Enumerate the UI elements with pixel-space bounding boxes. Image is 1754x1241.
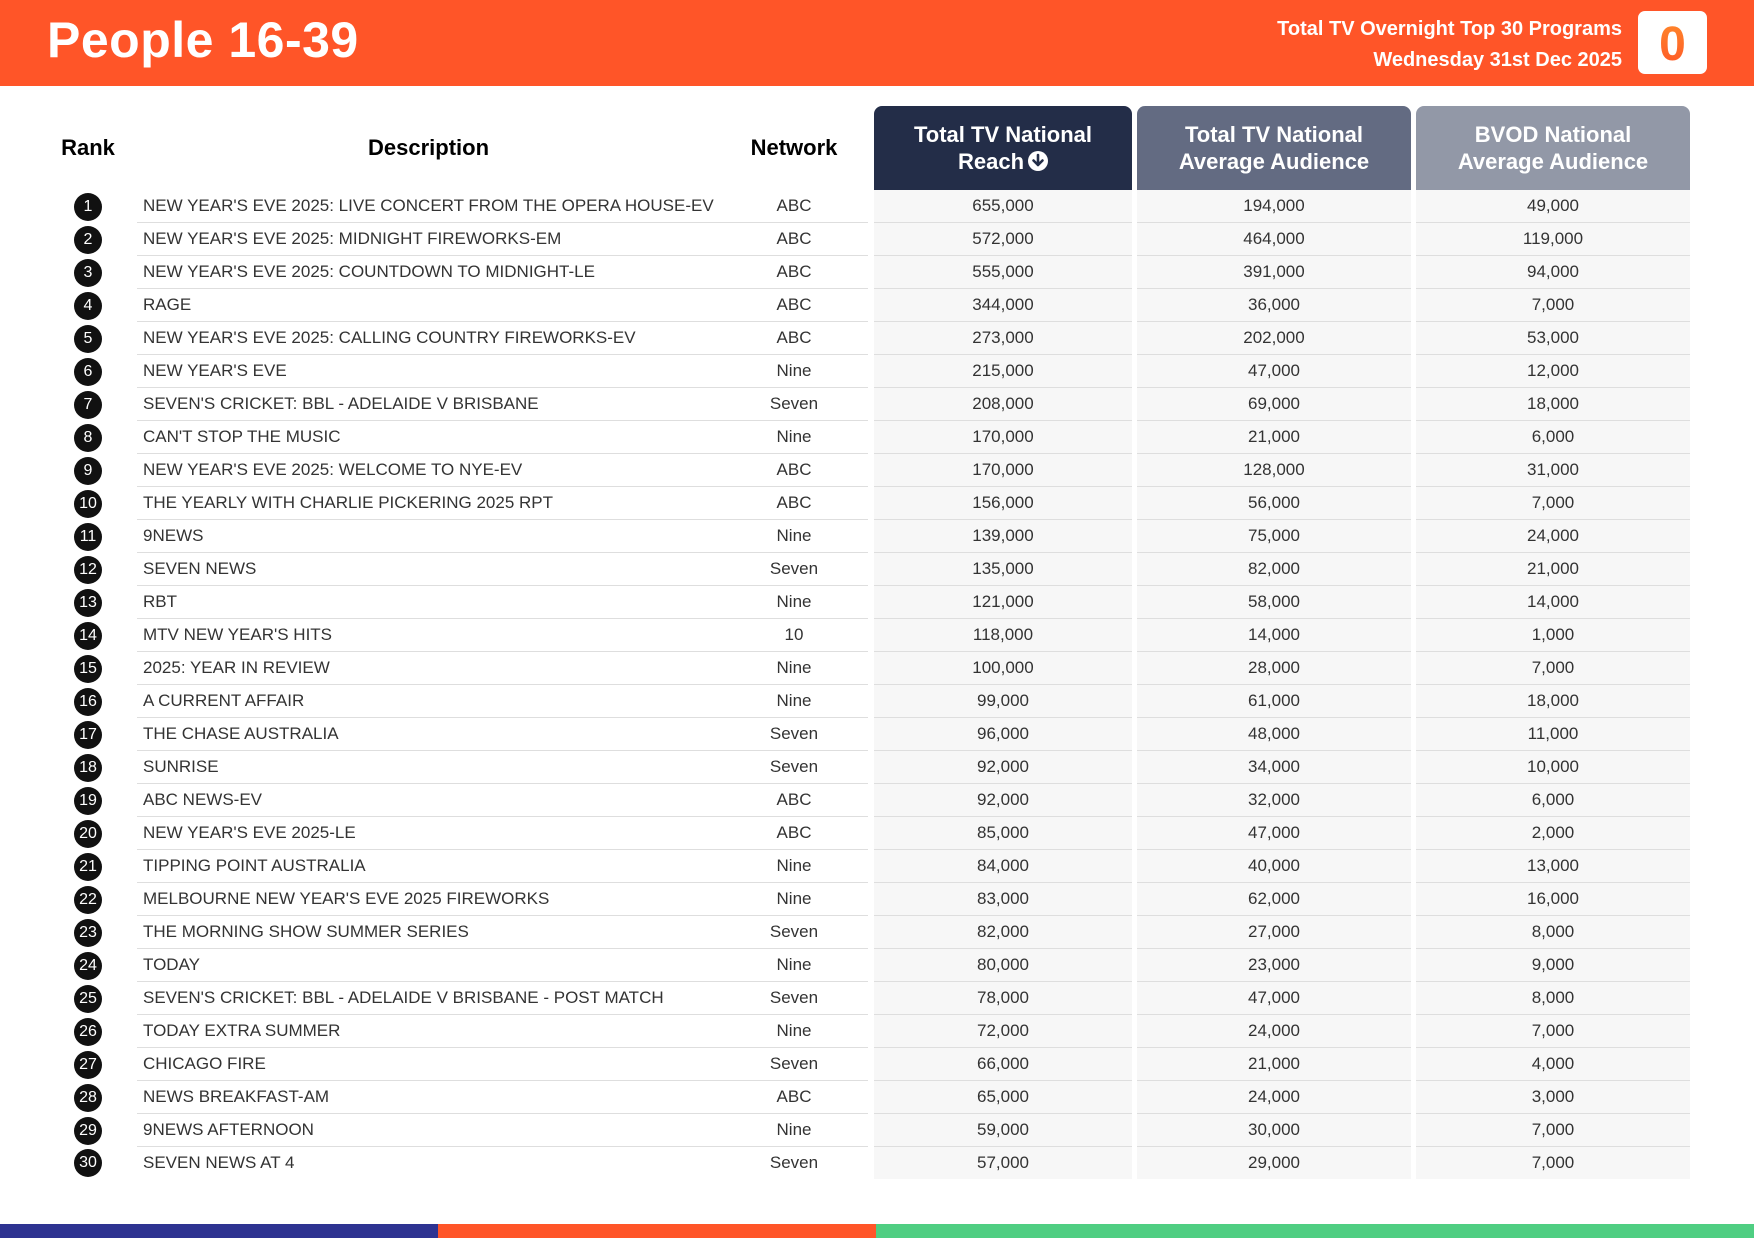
program-description: 9NEWS AFTERNOON	[137, 1114, 720, 1147]
program-description: NEW YEAR'S EVE 2025: LIVE CONCERT FROM THE OPERA HOUSE-EV	[137, 190, 720, 223]
table-row[interactable]	[45, 421, 1690, 454]
page-title: People 16-39	[47, 12, 359, 68]
program-description: SEVEN'S CRICKET: BBL - ADELAIDE V BRISBANE	[137, 388, 720, 421]
average-audience-cell: 194,000	[1137, 190, 1411, 223]
program-description: CHICAGO FIRE	[137, 1048, 720, 1081]
reach-cell: 170,000	[874, 421, 1132, 454]
report-subtitle	[1277, 14, 1622, 76]
rank-cell	[45, 223, 131, 256]
arrow-down-circle-icon[interactable]	[1028, 151, 1048, 171]
network-cell: ABC	[720, 223, 868, 256]
average-audience-cell: 36,000	[1137, 289, 1411, 322]
report-name: Total TV Overnight Top 30 Programs	[1277, 18, 1622, 40]
table-row[interactable]	[45, 553, 1690, 586]
average-audience-cell: 29,000	[1137, 1147, 1411, 1179]
column-header-reach[interactable]	[874, 106, 1132, 190]
bvod-audience-cell: 6,000	[1416, 421, 1690, 454]
rank-cell	[45, 256, 131, 289]
table-row[interactable]	[45, 916, 1690, 949]
rank-cell	[45, 190, 131, 223]
average-audience-cell: 48,000	[1137, 718, 1411, 751]
rank-cell	[45, 553, 131, 586]
rank-badge: 19	[74, 787, 102, 815]
rank-cell	[45, 916, 131, 949]
reach-cell: 135,000	[874, 553, 1132, 586]
program-description: THE MORNING SHOW SUMMER SERIES	[137, 916, 720, 949]
bvod-header-line1: BVOD National	[1474, 122, 1632, 147]
rank-cell	[45, 850, 131, 883]
reach-cell: 555,000	[874, 256, 1132, 289]
rank-cell	[45, 322, 131, 355]
reach-header-line2: Reach	[957, 149, 1025, 174]
program-description: SEVEN NEWS	[137, 553, 720, 586]
rank-cell	[45, 586, 131, 619]
program-description: NEW YEAR'S EVE	[137, 355, 720, 388]
network-cell: Nine	[720, 949, 868, 982]
network-cell: Seven	[720, 916, 868, 949]
program-description: A CURRENT AFFAIR	[137, 685, 720, 718]
rank-cell	[45, 289, 131, 322]
reach-cell: 84,000	[874, 850, 1132, 883]
network-cell: Seven	[720, 982, 868, 1015]
average-audience-cell: 58,000	[1137, 586, 1411, 619]
network-cell: ABC	[720, 256, 868, 289]
reach-cell: 65,000	[874, 1081, 1132, 1114]
bvod-audience-cell: 1,000	[1416, 619, 1690, 652]
brand-logo-icon	[1638, 11, 1707, 74]
bvod-audience-cell: 14,000	[1416, 586, 1690, 619]
rank-cell	[45, 652, 131, 685]
table-row[interactable]	[45, 1114, 1690, 1147]
rank-badge: 6	[74, 358, 102, 386]
svg-text:0: 0	[1659, 18, 1686, 71]
rank-badge: 2	[74, 226, 102, 254]
reach-cell: 655,000	[874, 190, 1132, 223]
average-audience-cell: 61,000	[1137, 685, 1411, 718]
footer-bar-orange	[438, 1224, 876, 1238]
reach-cell: 66,000	[874, 1048, 1132, 1081]
reach-cell: 100,000	[874, 652, 1132, 685]
program-description: SEVEN NEWS AT 4	[143, 1153, 295, 1172]
reach-cell: 156,000	[874, 487, 1132, 520]
average-audience-cell: 34,000	[1137, 751, 1411, 784]
table-row[interactable]	[45, 817, 1690, 850]
footer-bar-blue	[0, 1224, 438, 1238]
program-description: MELBOURNE NEW YEAR'S EVE 2025 FIREWORKS	[137, 883, 720, 916]
program-description: THE CHASE AUSTRALIA	[137, 718, 720, 751]
program-description: TODAY EXTRA SUMMER	[137, 1015, 720, 1048]
reach-cell: 121,000	[874, 586, 1132, 619]
top-programs-table	[45, 106, 1690, 1179]
network-cell: ABC	[720, 487, 868, 520]
rank-cell	[45, 1015, 131, 1048]
program-description: NEW YEAR'S EVE 2025-LE	[137, 817, 720, 850]
network-cell: Nine	[720, 355, 868, 388]
reach-cell: 139,000	[874, 520, 1132, 553]
average-audience-cell: 62,000	[1137, 883, 1411, 916]
rank-badge: 5	[74, 325, 102, 353]
report-date: Wednesday 31st Dec 2025	[1373, 49, 1622, 71]
rank-badge: 8	[74, 424, 102, 452]
reach-cell: 99,000	[874, 685, 1132, 718]
network-cell: Nine	[720, 850, 868, 883]
rank-badge: 22	[74, 886, 102, 914]
program-description: SUNRISE	[137, 751, 720, 784]
rank-cell	[45, 718, 131, 751]
program-description: TODAY	[137, 949, 720, 982]
average-audience-cell: 75,000	[1137, 520, 1411, 553]
network-cell: Seven	[720, 388, 868, 421]
program-description: NEW YEAR'S EVE 2025: COUNTDOWN TO MIDNIGHT-LE	[137, 256, 720, 289]
program-description: TIPPING POINT AUSTRALIA	[137, 850, 720, 883]
average-audience-cell: 23,000	[1137, 949, 1411, 982]
program-description: 2025: YEAR IN REVIEW	[137, 652, 720, 685]
average-audience-cell: 32,000	[1137, 784, 1411, 817]
reach-cell: 92,000	[874, 751, 1132, 784]
bvod-audience-cell: 12,000	[1416, 355, 1690, 388]
table-row[interactable]	[45, 454, 1690, 487]
average-audience-cell: 128,000	[1137, 454, 1411, 487]
rank-cell	[45, 355, 131, 388]
average-audience-cell: 24,000	[1137, 1015, 1411, 1048]
bvod-audience-cell: 13,000	[1416, 850, 1690, 883]
rank-badge: 3	[74, 259, 102, 287]
program-description: RAGE	[137, 289, 720, 322]
network-cell: ABC	[720, 322, 868, 355]
bvod-audience-cell: 3,000	[1416, 1081, 1690, 1114]
network-cell: 10	[720, 619, 868, 652]
average-audience-cell: 21,000	[1137, 421, 1411, 454]
table-row[interactable]	[45, 1048, 1690, 1081]
table-row[interactable]	[45, 850, 1690, 883]
rank-cell	[45, 1114, 131, 1147]
program-description: MTV NEW YEAR'S HITS	[137, 619, 720, 652]
column-header-network[interactable]: Network	[750, 135, 838, 160]
bvod-audience-cell: 7,000	[1416, 652, 1690, 685]
reach-cell: 215,000	[874, 355, 1132, 388]
reach-cell: 118,000	[874, 619, 1132, 652]
average-audience-cell: 27,000	[1137, 916, 1411, 949]
rank-badge: 30	[74, 1149, 102, 1177]
table-row[interactable]	[45, 784, 1690, 817]
average-audience-cell: 14,000	[1137, 619, 1411, 652]
reach-cell: 80,000	[874, 949, 1132, 982]
rank-badge: 14	[74, 622, 102, 650]
average-audience-cell: 464,000	[1137, 223, 1411, 256]
table-row[interactable]	[45, 982, 1690, 1015]
rank-badge: 26	[74, 1018, 102, 1046]
rank-badge: 11	[74, 523, 102, 551]
network-cell: Seven	[720, 751, 868, 784]
rank-badge: 9	[74, 457, 102, 485]
bvod-audience-cell: 18,000	[1416, 685, 1690, 718]
table-row[interactable]	[45, 256, 1690, 289]
rank-badge: 1	[74, 193, 102, 221]
rank-badge: 28	[74, 1084, 102, 1112]
bvod-audience-cell: 7,000	[1416, 1015, 1690, 1048]
rank-cell	[45, 520, 131, 553]
program-description: NEW YEAR'S EVE 2025: MIDNIGHT FIREWORKS-EM	[137, 223, 720, 256]
bvod-audience-cell: 9,000	[1416, 949, 1690, 982]
network-cell: Nine	[720, 1015, 868, 1048]
rank-cell	[45, 949, 131, 982]
average-audience-cell: 47,000	[1137, 982, 1411, 1015]
rank-badge: 18	[74, 754, 102, 782]
network-cell: Nine	[720, 421, 868, 454]
network-cell: ABC	[720, 454, 868, 487]
program-description: SEVEN'S CRICKET: BBL - ADELAIDE V BRISBANE - POST MATCH	[137, 982, 720, 1015]
rank-badge: 12	[74, 556, 102, 584]
reach-cell: 57,000	[874, 1147, 1132, 1179]
table-row[interactable]	[45, 718, 1690, 751]
bvod-audience-cell: 6,000	[1416, 784, 1690, 817]
program-description: CAN'T STOP THE MUSIC	[137, 421, 720, 454]
program-description: 9NEWS	[137, 520, 720, 553]
table-row[interactable]	[45, 1147, 1690, 1179]
rank-badge: 15	[74, 655, 102, 683]
network-cell: Seven	[720, 1048, 868, 1081]
rank-cell	[45, 421, 131, 454]
network-cell: Nine	[720, 1114, 868, 1147]
table-row[interactable]	[45, 223, 1690, 256]
bvod-audience-cell: 31,000	[1416, 454, 1690, 487]
table-row[interactable]	[45, 586, 1690, 619]
bvod-audience-cell: 16,000	[1416, 883, 1690, 916]
program-description: NEWS BREAKFAST-AM	[137, 1081, 720, 1114]
bvod-audience-cell: 7,000	[1416, 1147, 1690, 1179]
network-cell: ABC	[720, 289, 868, 322]
bvod-audience-cell: 8,000	[1416, 982, 1690, 1015]
table-row[interactable]	[45, 652, 1690, 685]
network-cell: ABC	[720, 817, 868, 850]
rank-cell	[45, 883, 131, 916]
average-audience-cell: 56,000	[1137, 487, 1411, 520]
column-header-bvod[interactable]	[1416, 106, 1690, 190]
avg-header-line1: Total TV National	[1184, 122, 1364, 147]
rank-cell	[45, 1048, 131, 1081]
reach-cell: 78,000	[874, 982, 1132, 1015]
column-header-average-audience[interactable]	[1137, 106, 1411, 190]
table-row[interactable]	[45, 751, 1690, 784]
average-audience-cell: 391,000	[1137, 256, 1411, 289]
rank-badge: 25	[74, 985, 102, 1013]
rank-cell	[45, 817, 131, 850]
bvod-audience-cell: 7,000	[1416, 1114, 1690, 1147]
rank-cell	[45, 982, 131, 1015]
rank-badge: 10	[74, 490, 102, 518]
network-cell: Nine	[720, 883, 868, 916]
rank-badge: 21	[74, 853, 102, 881]
bvod-audience-cell: 119,000	[1416, 223, 1690, 256]
bvod-audience-cell: 24,000	[1416, 520, 1690, 553]
rank-badge: 17	[74, 721, 102, 749]
table-row[interactable]	[45, 1015, 1690, 1048]
table-row[interactable]	[45, 190, 1690, 223]
avg-header-line2: Average Audience	[1178, 149, 1370, 174]
reach-cell: 208,000	[874, 388, 1132, 421]
reach-cell: 59,000	[874, 1114, 1132, 1147]
average-audience-cell: 28,000	[1137, 652, 1411, 685]
bvod-audience-cell: 49,000	[1416, 190, 1690, 223]
average-audience-cell: 21,000	[1137, 1048, 1411, 1081]
rank-cell	[45, 1147, 131, 1179]
rank-badge: 16	[74, 688, 102, 716]
table-row[interactable]	[45, 322, 1690, 355]
average-audience-cell: 40,000	[1137, 850, 1411, 883]
rank-cell	[45, 454, 131, 487]
reach-cell: 273,000	[874, 322, 1132, 355]
network-cell: ABC	[720, 1081, 868, 1114]
rank-cell	[45, 685, 131, 718]
network-cell: Nine	[720, 652, 868, 685]
reach-cell: 344,000	[874, 289, 1132, 322]
rank-badge: 29	[74, 1117, 102, 1145]
table-row[interactable]	[45, 619, 1690, 652]
bvod-audience-cell: 7,000	[1416, 487, 1690, 520]
rank-cell	[45, 619, 131, 652]
rank-cell	[45, 784, 131, 817]
network-cell: Seven	[769, 1153, 819, 1172]
reach-cell: 83,000	[874, 883, 1132, 916]
rank-cell	[45, 388, 131, 421]
reach-cell: 96,000	[874, 718, 1132, 751]
network-cell: Nine	[720, 685, 868, 718]
network-cell: Nine	[720, 586, 868, 619]
program-description: ABC NEWS-EV	[137, 784, 720, 817]
average-audience-cell: 47,000	[1137, 355, 1411, 388]
footer-bar-green	[876, 1224, 1754, 1238]
rank-badge: 27	[74, 1051, 102, 1079]
rank-cell	[45, 487, 131, 520]
average-audience-cell: 69,000	[1137, 388, 1411, 421]
table-row[interactable]	[45, 949, 1690, 982]
table-row[interactable]	[45, 388, 1690, 421]
reach-cell: 85,000	[874, 817, 1132, 850]
rank-cell	[45, 1081, 131, 1114]
table-row[interactable]	[45, 520, 1690, 553]
network-cell: ABC	[720, 190, 868, 223]
rank-badge: 20	[74, 820, 102, 848]
reach-cell: 572,000	[874, 223, 1132, 256]
network-cell: Seven	[720, 553, 868, 586]
rank-badge: 4	[74, 292, 102, 320]
rank-cell	[45, 751, 131, 784]
rank-badge: 24	[74, 952, 102, 980]
table-row[interactable]	[45, 883, 1690, 916]
bvod-audience-cell: 53,000	[1416, 322, 1690, 355]
network-cell: Seven	[720, 718, 868, 751]
rank-badge: 23	[74, 919, 102, 947]
program-description: RBT	[137, 586, 720, 619]
reach-cell: 92,000	[874, 784, 1132, 817]
bvod-audience-cell: 11,000	[1416, 718, 1690, 751]
average-audience-cell: 82,000	[1137, 553, 1411, 586]
bvod-audience-cell: 2,000	[1416, 817, 1690, 850]
average-audience-cell: 202,000	[1137, 322, 1411, 355]
table-row[interactable]	[45, 1081, 1690, 1114]
table-row[interactable]	[45, 487, 1690, 520]
reach-header-line1: Total TV National	[913, 122, 1093, 147]
table-header-row	[45, 106, 1690, 190]
network-cell: ABC	[720, 784, 868, 817]
bvod-header-line2: Average Audience	[1457, 149, 1649, 174]
network-cell: Nine	[720, 520, 868, 553]
bvod-audience-cell: 10,000	[1416, 751, 1690, 784]
bvod-audience-cell: 21,000	[1416, 553, 1690, 586]
column-header-rank[interactable]: Rank	[61, 135, 115, 160]
bvod-audience-cell: 18,000	[1416, 388, 1690, 421]
average-audience-cell: 47,000	[1137, 817, 1411, 850]
reach-cell: 72,000	[874, 1015, 1132, 1048]
average-audience-cell: 24,000	[1137, 1081, 1411, 1114]
reach-cell: 82,000	[874, 916, 1132, 949]
program-description: NEW YEAR'S EVE 2025: CALLING COUNTRY FIREWORKS-EV	[137, 322, 720, 355]
table-row[interactable]	[45, 685, 1690, 718]
bvod-audience-cell: 7,000	[1416, 289, 1690, 322]
page-header	[0, 0, 1754, 86]
program-description: NEW YEAR'S EVE 2025: WELCOME TO NYE-EV	[137, 454, 720, 487]
bvod-audience-cell: 94,000	[1416, 256, 1690, 289]
rank-badge: 13	[74, 589, 102, 617]
table-row[interactable]	[45, 289, 1690, 322]
average-audience-cell: 30,000	[1137, 1114, 1411, 1147]
table-row[interactable]	[45, 355, 1690, 388]
column-header-description[interactable]: Description	[367, 135, 490, 160]
bvod-audience-cell: 4,000	[1416, 1048, 1690, 1081]
reach-cell: 170,000	[874, 454, 1132, 487]
program-description: THE YEARLY WITH CHARLIE PICKERING 2025 RPT	[137, 487, 720, 520]
bvod-audience-cell: 8,000	[1416, 916, 1690, 949]
rank-badge: 7	[74, 391, 102, 419]
